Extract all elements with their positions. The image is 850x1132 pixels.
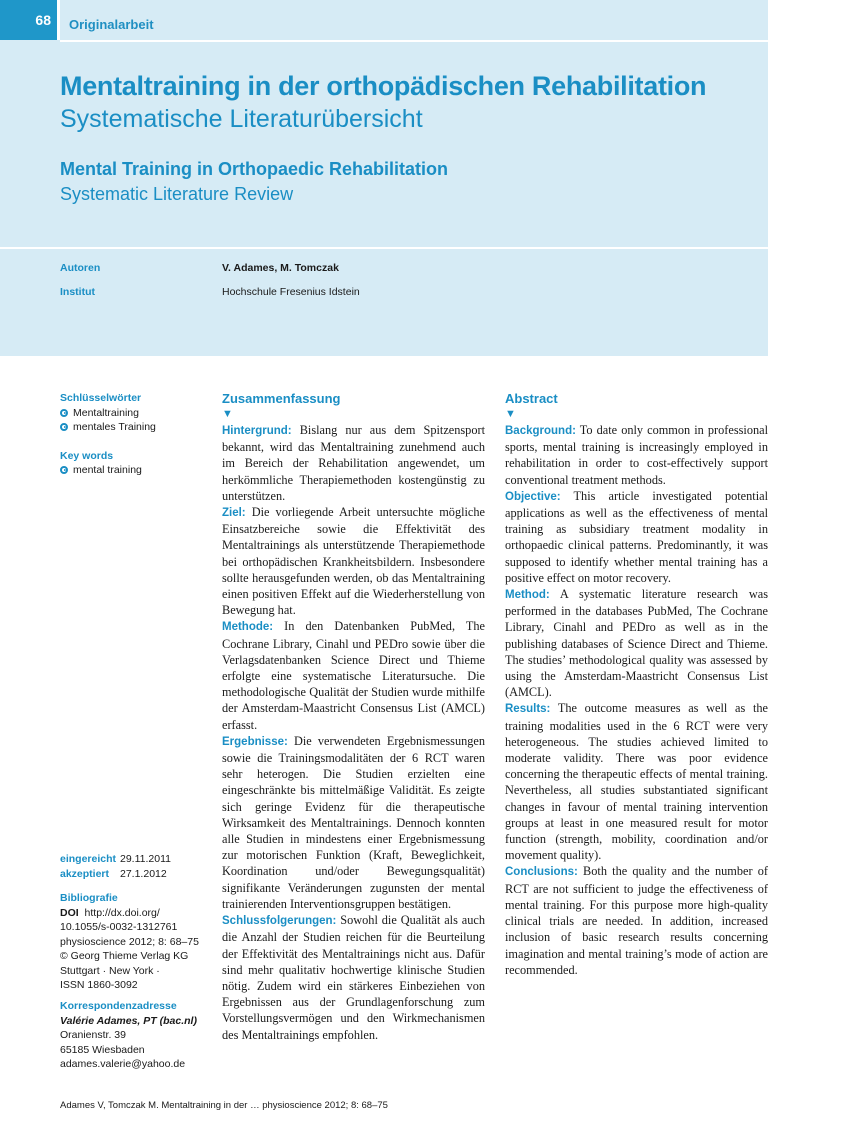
correspondence-panel (60, 999, 210, 1072)
abstract-paragraph (222, 733, 485, 912)
keywords-en-label: Key words (60, 449, 114, 462)
keyword-item (60, 463, 210, 478)
keyword-text: mental training (73, 464, 142, 476)
bullet-arrow-icon (60, 409, 68, 417)
institute: Hochschule Fresenius Idstein (222, 286, 360, 298)
section-text: This article investigated potential applications as well as the effectiveness of mental training as subsidiary treatment modality in orthopaedic clinical patterns. Predominantly, it was supposed to identify whether mental training has a positive effect on motor recovery. (505, 488, 768, 585)
publisher-location: Stuttgart · New York · (60, 964, 160, 977)
abstract-paragraph (222, 912, 485, 1043)
subtitle-german: Systematische Literaturübersicht (60, 105, 423, 133)
section-key: Schlussfolgerungen: (222, 915, 337, 928)
bullet-arrow-icon (60, 466, 68, 474)
section-label: Originalarbeit (69, 17, 154, 32)
correspondence-city: 65185 Wiesbaden (60, 1043, 145, 1056)
authors: V. Adames, M. Tomczak (222, 262, 339, 274)
abstract-paragraph (505, 488, 768, 586)
section-text: The outcome measures as well as the training modalities used in the 6 RCT were very heterogeneous. The studies achieved limited to moderate validity. There was poor evidence concerning the therapeutic effects of mental training. Nevertheless, all studies substantiated significant changes in favour of mental training intervention groups at least in one measured result for motor function (strength, mobility, coordination and/or movement quality). (505, 701, 768, 863)
abstract-paragraph (505, 863, 768, 977)
doi-value: 10.1055/s-0032-1312761 (60, 921, 178, 933)
abstract-paragraph (222, 504, 485, 618)
section-key: Conclusions: (505, 866, 578, 879)
keyword-item (60, 406, 210, 421)
bullet-arrow-icon (60, 423, 68, 431)
doi-link[interactable]: http://dx.doi.org/ (84, 906, 160, 919)
abstract-paragraph (222, 422, 485, 504)
abstract-en-heading: Abstract (505, 391, 558, 406)
accepted-date: 27.1.2012 (120, 867, 167, 880)
keywords-panel (60, 391, 210, 478)
correspondence-name: Valérie Adames, PT (bac.nl) (60, 1014, 197, 1027)
correspondence-label: Korrespondenzadresse (60, 1000, 177, 1012)
keyword-item (60, 420, 210, 435)
abstract-paragraph (505, 700, 768, 863)
header-divider-top (60, 40, 768, 42)
subtitle-english: Systematic Literature Review (60, 184, 294, 204)
journal-citation: physioscience 2012; 8: 68–75 (60, 935, 199, 948)
correspondence-email[interactable]: adames.valerie@yahoo.de (60, 1058, 186, 1070)
section-text: A systematic literature research was performed in the databases PubMed, The Cochrane Library, Cinahl and PEDro as well as in the publishing databases of Science Direct and Thieme. The studies’ methodological quality was assessed by using the Amsterdam-Maastricht Consensus List (AMCL). (505, 587, 768, 700)
section-text: In den Datenbanken PubMed, The Cochrane Library, Cinahl und PEDro sowie über die Verlagsdatenbanken Science Direct und Thieme erfolgte eine systematische Literatursuche. Die methodologische Qualität der Studien wurde mithilfe der Amsterdam-Maastricht Consensus List (AMCL) erfasst. (222, 619, 485, 732)
accepted-label: akzeptiert (60, 867, 110, 880)
header-gap (57, 0, 60, 40)
abstract-de-heading: Zusammenfassung (222, 391, 341, 406)
title-english: Mental Training in Orthopaedic Rehabilitation (60, 159, 449, 179)
section-text: Die verwendeten Ergebnismessungen sowie die Trainingsmodalitäten der 6 RCT waren sehr heterogen. Die Studien erzielten eine eingeschränkte bis mittelmäßige Validität. Es zeigte sich geringe Evidenz für die therapeutische Wirksamkeit des Mentaltrainings. Dennoch konnten alle Studien in mindestens einer Ergebnismessung zur motorischen Funktion (Kraft, Beweglichkeit, Koordination und/oder Bewegungsqualität) signifikante Veränderungen zugunsten der mental trainierenden Interventionsgruppen bestätigen. (222, 733, 485, 911)
abstract-paragraph (505, 422, 768, 488)
section-key: Method: (505, 589, 550, 602)
received-date: 29.11.2011 (120, 853, 171, 865)
correspondence-street: Oranienstr. 39 (60, 1029, 126, 1041)
section-key: Hintergrund: (222, 425, 292, 437)
abstract-german (222, 390, 485, 1043)
section-key: Ziel: (222, 507, 246, 520)
footer-citation: Adames V, Tomczak M. Mentaltraining in der … physioscience 2012; 8: 68–75 (60, 1100, 388, 1111)
publisher: © Georg Thieme Verlag KG (60, 950, 189, 962)
keywords-de-label: Schlüsselwörter (60, 392, 142, 404)
section-text: Both the quality and the number of RCT are not sufficient to judge the effectiveness of mental training. For this purpose more high-quality clinical trials are needed. In addition, increased inclusion of basic research results concerning imagination and mental training’s mode of action are recommended. (505, 864, 768, 977)
bibliography-panel (60, 891, 210, 993)
doi-label: DOI (60, 906, 79, 919)
issn: ISSN 1860-3092 (60, 979, 138, 991)
section-key: Ergebnisse: (222, 735, 288, 748)
authors-label: Autoren (60, 262, 101, 274)
section-key: Background: (505, 425, 576, 437)
abstract-paragraph (505, 586, 768, 700)
down-triangle-icon: ▼ (222, 408, 233, 420)
institute-label: Institut (60, 286, 95, 298)
section-text: Bislang nur aus dem Spitzensport bekannt, wird das Mentaltraining zunehmend auch im Bereich der Rehabilitation angewendet, um herkömmliche Therapiemethoden kostengünstig zu unterstützen. (222, 423, 485, 503)
keyword-text: Mentaltraining (73, 406, 139, 419)
abstract-english (505, 390, 768, 978)
section-key: Methode: (222, 621, 274, 634)
section-text: Sowohl die Qualität als auch die Anzahl der Studien reichen für die Beurteilung der Effektivität des Mentaltrainings nicht aus. Dafür sind mehr qualitativ hochwertige klinische Studien nötig. Zudem wird ein stärkeres Einbeziehen von Ergebnissen aus der Grundlagenforschung zum Vorstellungsvermögen und den Wirkmechanismen des Mentaltrainings empfohlen. (222, 913, 485, 1042)
page-number: 68 (0, 0, 57, 40)
section-key: Results: (505, 703, 551, 716)
down-triangle-icon: ▼ (505, 408, 516, 420)
keyword-text: mentales Training (73, 421, 156, 433)
abstract-paragraph (222, 618, 485, 732)
received-label: eingereicht (60, 853, 117, 865)
header-divider-mid (0, 247, 768, 249)
section-text: To date only common in professional sports, mental training is increasingly employed in rehabilitation in order to cost-effectively support conventional treatment methods. (505, 423, 768, 487)
dates-panel (60, 852, 171, 881)
section-text: Die vorliegende Arbeit untersuchte mögliche Einsatzbereiche sowie die Effektivität des Mentaltrainings als unterstützende Therapiemethode bei orthopädischen Krankheitsbildern. Insbesondere sollte herausgefunden werden, ob das Mentaltraining einen positiven Effekt auf die Wiederherstellung von Bewegung hat. (222, 505, 485, 618)
bibliography-label: Bibliografie (60, 892, 118, 904)
section-key: Objective: (505, 490, 561, 503)
title-german: Mentaltraining in der orthopädischen Rehabilitation (60, 71, 707, 101)
